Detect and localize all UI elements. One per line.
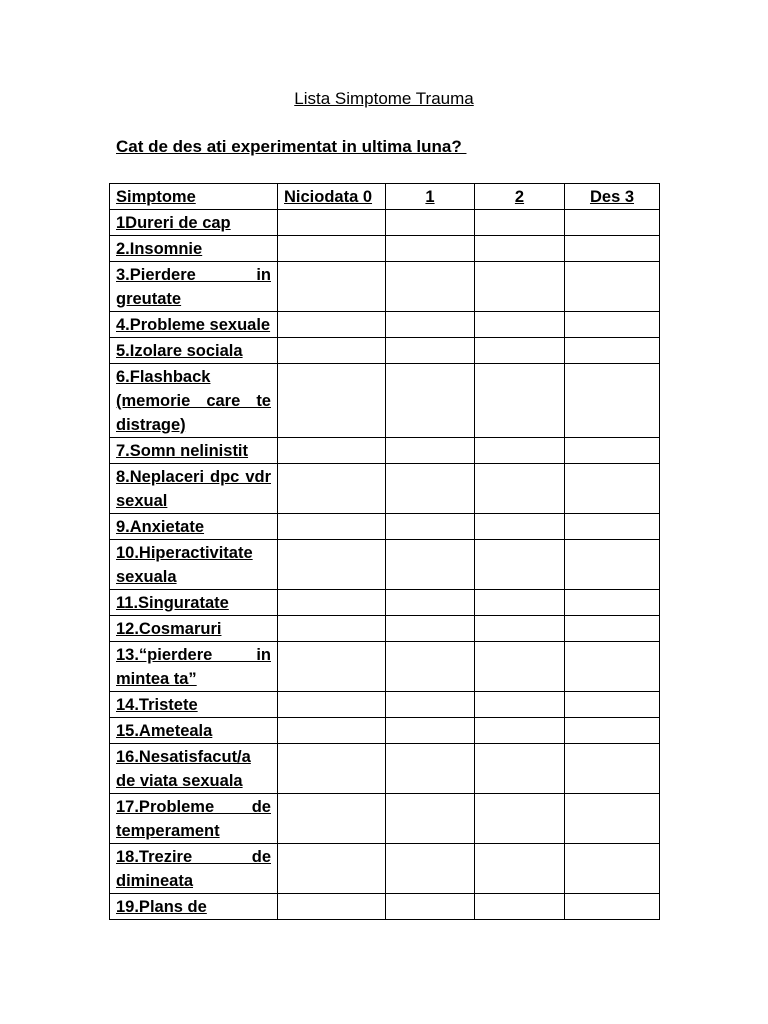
answer-often-cell[interactable] <box>565 894 660 920</box>
symptom-cell: 1Dureri de cap <box>110 210 278 236</box>
header-never: Niciodata 0 <box>278 184 386 210</box>
answer-1-cell[interactable] <box>386 210 475 236</box>
answer-2-cell[interactable] <box>475 642 565 692</box>
answer-often-cell[interactable] <box>565 364 660 438</box>
answer-never-cell[interactable] <box>278 338 386 364</box>
table-row <box>110 338 660 364</box>
answer-2-cell[interactable] <box>475 236 565 262</box>
symptom-cell: 10.Hiperactivitate sexuala <box>110 540 278 590</box>
answer-1-cell[interactable] <box>386 718 475 744</box>
answer-often-cell[interactable] <box>565 590 660 616</box>
answer-often-cell[interactable] <box>565 540 660 590</box>
answer-never-cell[interactable] <box>278 364 386 438</box>
symptom-cell: 12.Cosmaruri <box>110 616 278 642</box>
answer-never-cell[interactable] <box>278 744 386 794</box>
answer-never-cell[interactable] <box>278 312 386 338</box>
answer-never-cell[interactable] <box>278 438 386 464</box>
answer-2-cell[interactable] <box>475 616 565 642</box>
answer-often-cell[interactable] <box>565 210 660 236</box>
symptom-cell: 8.Neplaceri dpc vdr sexual <box>110 464 278 514</box>
answer-2-cell[interactable] <box>475 794 565 844</box>
table-row <box>110 262 660 312</box>
table-row <box>110 894 660 920</box>
symptom-cell: 18.Trezire de dimineata <box>110 844 278 894</box>
answer-2-cell[interactable] <box>475 590 565 616</box>
table-header-row <box>110 184 660 210</box>
document-title: Lista Simptome Trauma <box>294 89 474 108</box>
table-row <box>110 844 660 894</box>
answer-often-cell[interactable] <box>565 312 660 338</box>
symptom-cell: 7.Somn nelinistit <box>110 438 278 464</box>
answer-never-cell[interactable] <box>278 692 386 718</box>
answer-never-cell[interactable] <box>278 616 386 642</box>
symptom-cell: 19.Plans de <box>110 894 278 920</box>
answer-often-cell[interactable] <box>565 692 660 718</box>
symptom-cell: 4.Probleme sexuale <box>110 312 278 338</box>
answer-never-cell[interactable] <box>278 210 386 236</box>
answer-1-cell[interactable] <box>386 844 475 894</box>
answer-often-cell[interactable] <box>565 744 660 794</box>
answer-2-cell[interactable] <box>475 844 565 894</box>
table-row <box>110 540 660 590</box>
answer-never-cell[interactable] <box>278 894 386 920</box>
answer-1-cell[interactable] <box>386 464 475 514</box>
answer-1-cell[interactable] <box>386 364 475 438</box>
table-row <box>110 312 660 338</box>
table-row <box>110 616 660 642</box>
symptom-cell: 16.Nesatisfacut/a de viata sexuala <box>110 744 278 794</box>
symptom-cell: 14.Tristete <box>110 692 278 718</box>
answer-often-cell[interactable] <box>565 794 660 844</box>
answer-2-cell[interactable] <box>475 338 565 364</box>
answer-2-cell[interactable] <box>475 692 565 718</box>
table-row <box>110 744 660 794</box>
answer-often-cell[interactable] <box>565 844 660 894</box>
table-row <box>110 794 660 844</box>
answer-often-cell[interactable] <box>565 338 660 364</box>
answer-1-cell[interactable] <box>386 894 475 920</box>
table-row <box>110 590 660 616</box>
table-row <box>110 438 660 464</box>
answer-1-cell[interactable] <box>386 794 475 844</box>
answer-2-cell[interactable] <box>475 514 565 540</box>
answer-1-cell[interactable] <box>386 438 475 464</box>
symptom-cell: 6.Flashback (memorie care te distrage) <box>110 364 278 438</box>
answer-often-cell[interactable] <box>565 642 660 692</box>
answer-2-cell[interactable] <box>475 464 565 514</box>
answer-never-cell[interactable] <box>278 642 386 692</box>
answer-1-cell[interactable] <box>386 616 475 642</box>
answer-often-cell[interactable] <box>565 262 660 312</box>
header-score-2: 2 <box>475 184 565 210</box>
answer-never-cell[interactable] <box>278 514 386 540</box>
table-row <box>110 464 660 514</box>
answer-1-cell[interactable] <box>386 642 475 692</box>
answer-never-cell[interactable] <box>278 794 386 844</box>
answer-never-cell[interactable] <box>278 540 386 590</box>
answer-1-cell[interactable] <box>386 236 475 262</box>
answer-never-cell[interactable] <box>278 718 386 744</box>
table-row <box>110 236 660 262</box>
table-row <box>110 514 660 540</box>
answer-often-cell[interactable] <box>565 718 660 744</box>
answer-1-cell[interactable] <box>386 692 475 718</box>
table-row <box>110 364 660 438</box>
answer-2-cell[interactable] <box>475 262 565 312</box>
answer-2-cell[interactable] <box>475 894 565 920</box>
answer-1-cell[interactable] <box>386 744 475 794</box>
table-row <box>110 718 660 744</box>
answer-1-cell[interactable] <box>386 262 475 312</box>
answer-2-cell[interactable] <box>475 438 565 464</box>
answer-1-cell[interactable] <box>386 338 475 364</box>
table-row <box>110 692 660 718</box>
answer-2-cell[interactable] <box>475 364 565 438</box>
answer-often-cell[interactable] <box>565 236 660 262</box>
symptom-cell: 15.Ameteala <box>110 718 278 744</box>
answer-often-cell[interactable] <box>565 438 660 464</box>
symptom-cell: 3.Pierdere in greutate <box>110 262 278 312</box>
symptom-cell: 5.Izolare sociala <box>110 338 278 364</box>
answer-never-cell[interactable] <box>278 236 386 262</box>
header-score-1: 1 <box>386 184 475 210</box>
header-often: Des 3 <box>565 184 660 210</box>
answer-2-cell[interactable] <box>475 744 565 794</box>
answer-never-cell[interactable] <box>278 464 386 514</box>
answer-never-cell[interactable] <box>278 262 386 312</box>
answer-1-cell[interactable] <box>386 514 475 540</box>
answer-often-cell[interactable] <box>565 514 660 540</box>
header-symptoms: Simptome <box>110 184 278 210</box>
answer-2-cell[interactable] <box>475 312 565 338</box>
answer-never-cell[interactable] <box>278 590 386 616</box>
symptom-cell: 2.Insomnie <box>110 236 278 262</box>
answer-2-cell[interactable] <box>475 718 565 744</box>
answer-2-cell[interactable] <box>475 540 565 590</box>
table-row <box>110 210 660 236</box>
symptom-cell: 11.Singuratate <box>110 590 278 616</box>
answer-2-cell[interactable] <box>475 210 565 236</box>
answer-1-cell[interactable] <box>386 540 475 590</box>
answer-1-cell[interactable] <box>386 590 475 616</box>
symptom-cell: 17.Probleme de temperament <box>110 794 278 844</box>
answer-often-cell[interactable] <box>565 616 660 642</box>
answer-often-cell[interactable] <box>565 464 660 514</box>
symptom-table <box>109 183 660 920</box>
answer-1-cell[interactable] <box>386 312 475 338</box>
table-row <box>110 642 660 692</box>
symptom-cell: 9.Anxietate <box>110 514 278 540</box>
survey-question: Cat de des ati experimentat in ultima luna? <box>116 137 467 156</box>
symptom-cell: 13.“pierdere in mintea ta” <box>110 642 278 692</box>
answer-never-cell[interactable] <box>278 844 386 894</box>
